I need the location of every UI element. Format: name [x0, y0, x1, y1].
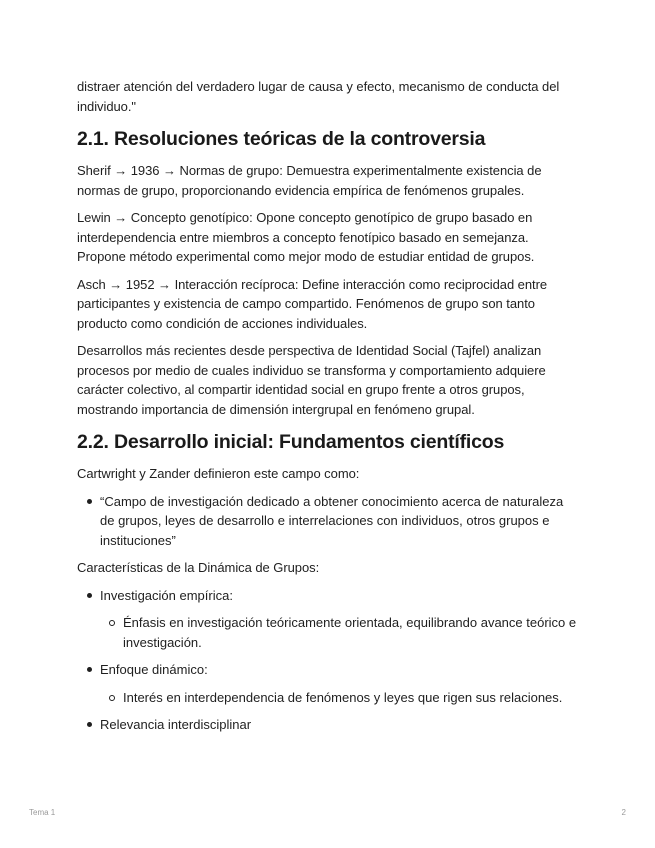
asch-paragraph: Asch → 1952 → Interacción recíproca: Define interacción como reciprocidad entre participantes y existencia de campo compartido. Fenómenos de grupo son tanto producto como condición de acciones individuales. — [77, 276, 548, 331]
characteristic-subitem: Interés en interdependencia de fenómenos y leyes que rigen sus relaciones. — [100, 688, 580, 708]
section-2-2-heading: 2.2. Desarrollo inicial: Fundamentos científicos — [77, 431, 505, 453]
characteristic-item — [77, 660, 580, 707]
characteristic-item — [77, 715, 580, 735]
characteristic-subitem: Énfasis en investigación teóricamente orientada, equilibrando avance teórico e investigación. — [100, 613, 580, 652]
characteristic-item — [77, 586, 580, 653]
characteristic-label: Investigación empírica: — [100, 587, 233, 603]
sherif-paragraph: Sherif → 1936 → Normas de grupo: Demuestra experimentalmente existencia de normas de grupo, proporcionando evidencia empírica de fenómenos grupales. — [77, 163, 542, 198]
lewin-paragraph: Lewin → Concepto genotípico: Opone concepto genotípico de grupo basado en interdependencia entre miembros a concepto fenotípico basado en semejanza. Propone método experimental como mejor modo de estudiar entidad de grupos. — [77, 210, 535, 264]
characteristic-label: Relevancia interdisciplinar — [100, 717, 252, 732]
characteristic-sublist — [100, 613, 580, 652]
intro-continuation-paragraph: distraer atención del verdadero lugar de causa y efecto, mecanismo de conducta del individuo." — [77, 79, 560, 114]
definition-quote-item: “Campo de investigación dedicado a obtener conocimiento acerca de naturaleza de grupos, leyes de desarrollo e interrelaciones con individuos, otros grupos e instituciones” — [77, 492, 580, 551]
definition-list — [77, 492, 580, 551]
footer-page-number: 2 — [621, 808, 626, 817]
cartwright-zander-lead: Cartwright y Zander definieron este campo como: — [77, 466, 360, 481]
tajfel-paragraph: Desarrollos más recientes desde perspectiva de Identidad Social (Tajfel) analizan procesos por medio de cuales individuo se transforma y comportamiento adquiere carácter colectivo, al compartir identidad social en grupo frente a otros grupos, mostrando importancia de dimensión intergrupal en fenómeno grupal. — [77, 343, 546, 417]
characteristics-lead: Características de la Dinámica de Grupos: — [77, 560, 320, 575]
section-2-1-heading: 2.1. Resoluciones teóricas de la controversia — [77, 128, 486, 150]
characteristic-label: Enfoque dinámico: — [100, 662, 208, 677]
document-page — [77, 77, 580, 743]
characteristic-sublist — [100, 688, 580, 708]
characteristics-list — [77, 586, 580, 735]
footer-chapter-label: Tema 1 — [29, 808, 56, 817]
